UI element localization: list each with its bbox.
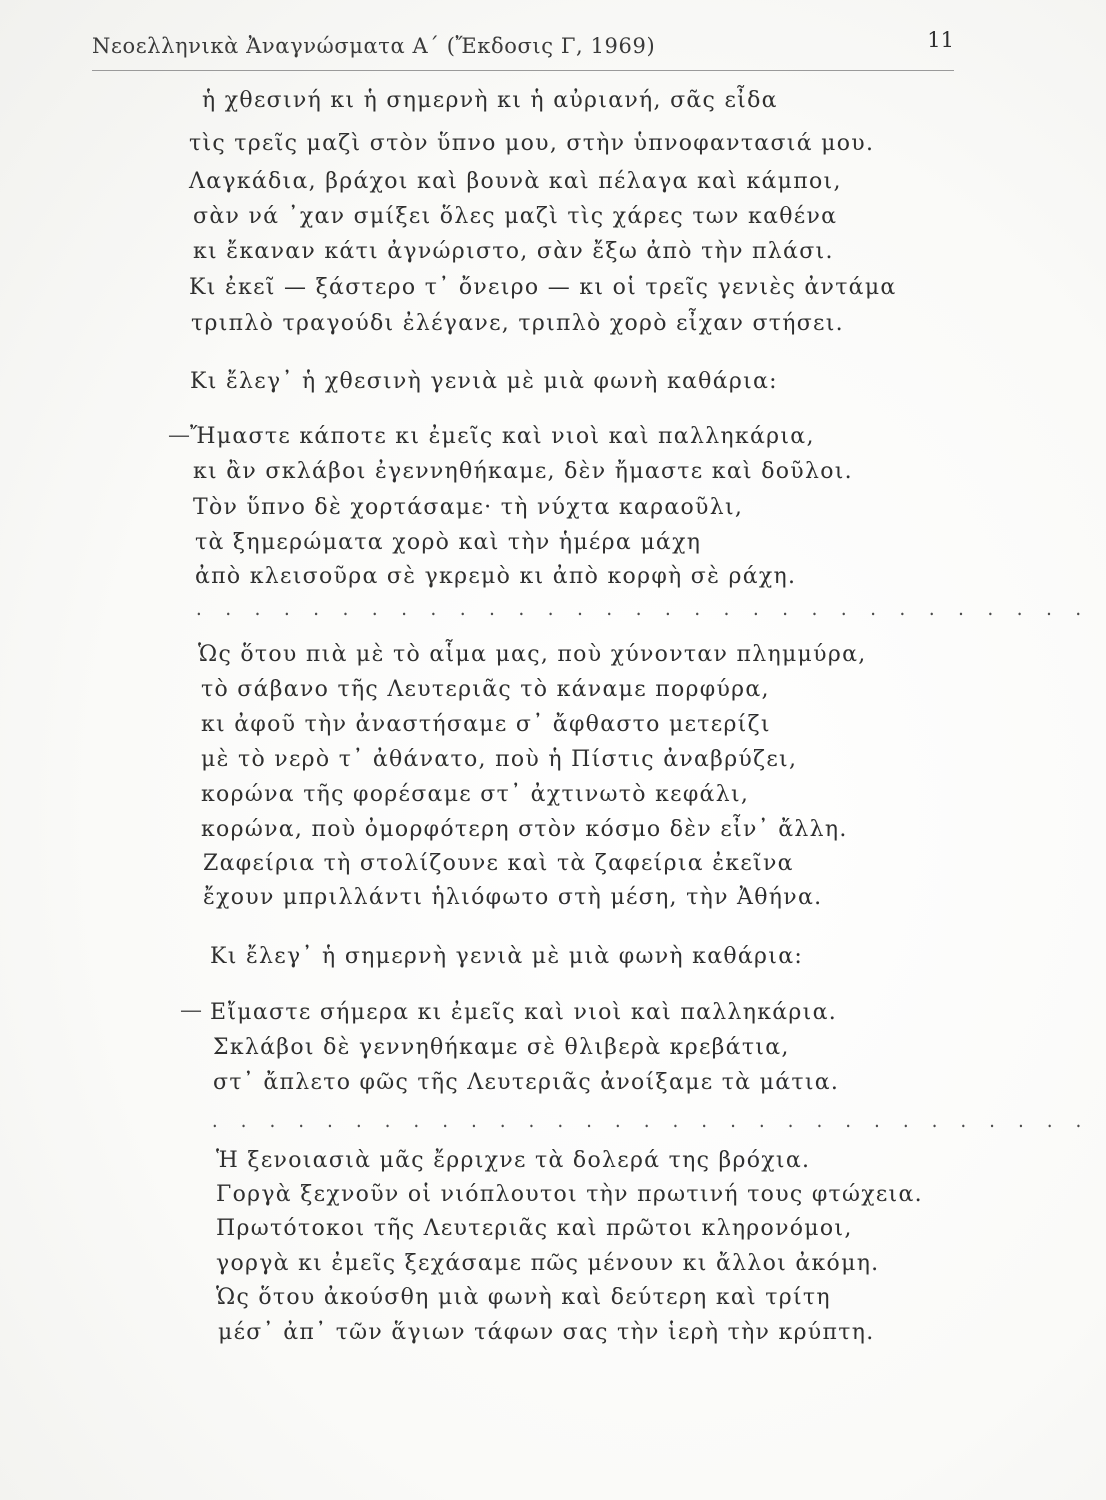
poem-line: μέσ᾽ ἀπ᾽ τῶν ἅγιων τάφων σας τὴν ἱερὴ τὴν κρύπτη. — [218, 1320, 875, 1345]
poem-line: Σκλάβοι δὲ γεννηθήκαμε σὲ θλιβερὰ κρεβάτια, — [213, 1035, 790, 1060]
dialogue-dash: — — [180, 998, 202, 1023]
poem-line: Ἡ ξενοιασιὰ μᾶς ἔρριχνε τὰ δολερά της βρόχια. — [216, 1148, 811, 1173]
poem-line: Ἤμαστε κάποτε κι ἐμεῖς καὶ νιοὶ καὶ παλληκάρια, — [190, 424, 815, 449]
poem-line: σὰν νά ᾽χαν σμίξει ὅλες μαζὶ τὶς χάρες των καθένα — [193, 204, 838, 229]
poem-line: ἀπὸ κλεισοῦρα σὲ γκρεμὸ κι ἀπὸ κορφὴ σὲ ράχη. — [195, 564, 797, 589]
poem-line: κι ἂν σκλάβοι ἐγεννηθήκαμε, δὲν ἤμαστε καὶ δοῦλοι. — [193, 459, 853, 484]
poem-line: γοργὰ κι ἐμεῖς ξεχάσαμε πῶς μένουν κι ἄλλοι ἀκόμη. — [216, 1251, 880, 1276]
ellipsis-row: . . . . . . . . . . . . . . . . . . . . . . . . . . . . . . . — [212, 1108, 1091, 1132]
ellipsis-row: . . . . . . . . . . . . . . . . . . . . . . . . . . . . . . . — [196, 596, 1091, 620]
stanza-intro: Κι ἔλεγ᾽ ἡ σημερνὴ γενιὰ μὲ μιὰ φωνὴ καθάρια: — [210, 944, 804, 969]
poem-line: Ζαφείρια τὴ στολίζουνε καὶ τὰ ζαφείρια ἐκεῖνα — [203, 851, 794, 876]
poem-line: Γοργὰ ξεχνοῦν οἱ νιόπλουτοι τὴν πρωτινή τους φτώχεια. — [216, 1182, 923, 1207]
poem-line: Εἴμαστε σήμερα κι ἐμεῖς καὶ νιοὶ καὶ παλληκάρια. — [210, 1000, 838, 1025]
poem-line: ἡ χθεσινή κι ἡ σημερνὴ κι ἡ αὐριανή, σᾶς εἶδα — [202, 88, 778, 113]
stanza-intro: Κι ἔλεγ᾽ ἡ χθεσινὴ γενιὰ μὲ μιὰ φωνὴ καθάρια: — [190, 369, 778, 394]
poem-line: κι ἔκαναν κάτι ἀγνώριστο, σὰν ἔξω ἀπὸ τὴν πλάσι. — [193, 239, 834, 264]
page-number: 11 — [927, 28, 954, 52]
poem-line: κορώνα τῆς φορέσαμε στ᾽ ἀχτινωτὸ κεφάλι, — [201, 782, 750, 807]
dialogue-dash: — — [168, 423, 190, 448]
poem-line: Πρωτότοκοι τῆς Λευτεριᾶς καὶ πρῶτοι κληρονόμοι, — [216, 1216, 853, 1241]
running-head: Νεοελληνικὰ Ἀναγνώσματα Α΄ (Ἔκδοσις Γ, 1969) — [92, 34, 656, 58]
poem-line: ἔχουν μπριλλάντι ἡλιόφωτο στὴ μέση, τὴν Ἀθήνα. — [203, 885, 823, 910]
poem-line: τὶς τρεῖς μαζὶ στὸν ὕπνο μου, στὴν ὑπνοφαντασιά μου. — [189, 131, 875, 156]
poem-line: Τὸν ὕπνο δὲ χορτάσαμε· τὴ νύχτα καραοῦλι, — [193, 495, 744, 520]
poem-line: κορώνα, ποὺ ὀμορφότερη στὸν κόσμο δὲν εἶν᾽ ἄλλη. — [201, 817, 848, 842]
poem-line: Λαγκάδια, βράχοι καὶ βουνὰ καὶ πέλαγα καὶ κάμποι, — [189, 169, 842, 194]
poem-line: κι ἀφοῦ τὴν ἀναστήσαμε σ᾽ ἄφθαστο μετερίζι — [201, 712, 771, 737]
poem-line: μὲ τὸ νερὸ τ᾽ ἀθάνατο, ποὺ ἡ Πίστις ἀναβρύζει, — [201, 747, 798, 772]
poem-line: τὰ ξημερώματα χορὸ καὶ τὴν ἡμέρα μάχη — [195, 530, 702, 555]
poem-line: Ὡς ὅτου ἀκούσθη μιὰ φωνὴ καὶ δεύτερη καὶ τρίτη — [216, 1285, 831, 1310]
poem-line: τὸ σάβανο τῆς Λευτεριᾶς τὸ κάναμε πορφύρα, — [201, 677, 770, 702]
poem-line: στ᾽ ἄπλετο φῶς τῆς Λευτεριᾶς ἀνοίξαμε τὰ μάτια. — [213, 1070, 840, 1095]
poem-line: Ὡς ὅτου πιὰ μὲ τὸ αἷμα μας, ποὺ χύνονταν πλημμύρα, — [198, 642, 867, 667]
poem-line: τριπλὸ τραγούδι ἐλέγανε, τριπλὸ χορὸ εἶχαν στήσει. — [191, 311, 844, 336]
poem-line: Κι ἐκεῖ — ξάστερο τ᾽ ὄνειρο — κι οἱ τρεῖς γενιὲς ἀντάμα — [189, 275, 897, 300]
